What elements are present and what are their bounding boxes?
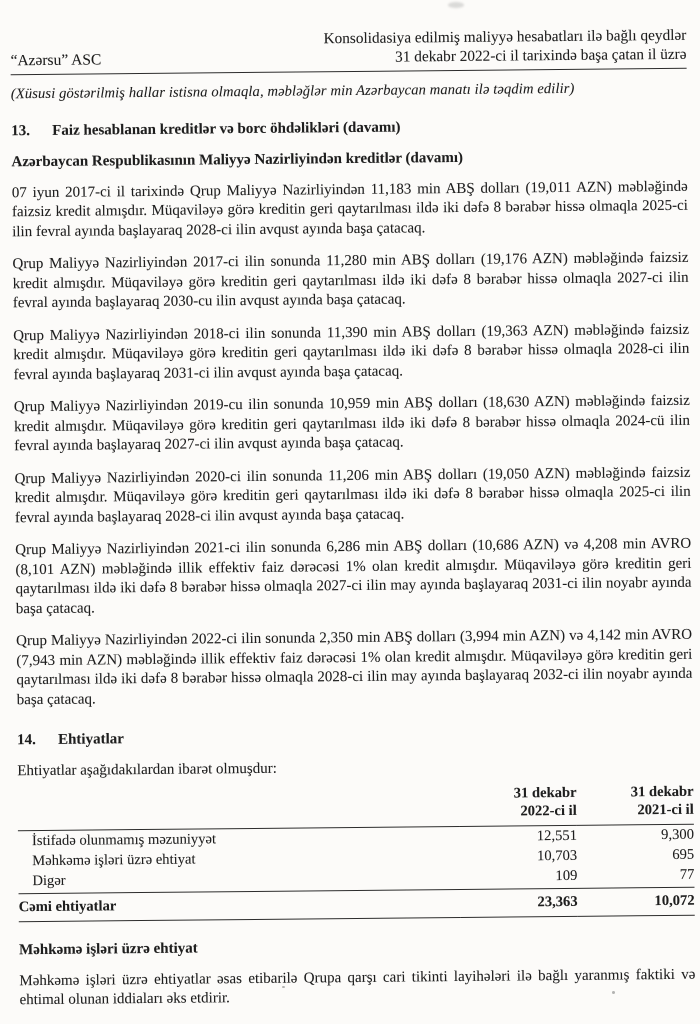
litigation-paragraph: Məhkəmə işləri üzrə ehtiyatlar əsas etibarilə Qrupa qarşı cari tikinti layihələri ilə bağlı yaranmış faktiki və ehtimal olunan iddiaları əks etdirir.	[19, 966, 696, 1009]
column-header-2021-line2: 2021-ci il	[637, 801, 694, 818]
section-13-title: Faiz hesablanan kreditlər və borc öhdəlikləri (davamı)	[52, 119, 401, 139]
total-value-2022: 23,363	[460, 888, 577, 917]
report-title-line2: 31 dekabr 2022-ci il tarixində başa çatan il üzrə	[395, 45, 687, 66]
report-title	[323, 27, 686, 68]
loan-paragraph-2018: Qrup Maliyyə Nazirliyindən 2018-ci ilin sonunda 11,390 min ABŞ dolları (19,363 AZN) məbləğində faizsiz kredit almışdır. Müqaviləyə görə kreditin geri qaytarılması ildə iki dəfə 8 bərabər hissə olmaqla 2028-ci ilin fevral ayında başlayaraq 2031-ci ilin avqust ayında başa çatacaq.	[13, 321, 690, 384]
row-value-2021: 695	[672, 846, 695, 863]
column-header-2022	[460, 785, 577, 826]
company-name: “Azərsu” ASC	[10, 51, 102, 70]
total-label: Cəmi ehtiyatlar	[19, 889, 461, 921]
row-value-2022: 10,703	[536, 847, 578, 864]
row-value-2021: 77	[577, 864, 694, 888]
provisions-table	[18, 784, 695, 922]
scan-smudge	[448, 2, 464, 8]
report-title-line1: Konsolidasiya edilmiş maliyyə hesabatları ilə bağlı qeydlər	[323, 26, 687, 48]
table-row-total	[19, 887, 695, 921]
row-value-2022: 12,551	[536, 827, 578, 844]
loan-paragraph-2022: Qrup Maliyyə Nazirliyindən 2022-ci ilin sonunda 2,350 min ABŞ dolları (3,994 min AZN) və 4,142 min AVRO (7,943 min AZN) məbləğində illik effektiv faiz dərəcəsi 1% olan kredit almışdır. Müqaviləyə görə kreditin geri qaytarılması ildə iki dəfə 8 bərabər hissə olmaqla 2028-ci ilin may ayında başlayaraq 2032-ci ilin noyabr ayında başa çatacaq.	[16, 627, 693, 709]
empty-header-cell	[18, 786, 460, 830]
row-label: İstifadə olunmamış məzuniyyət	[31, 830, 217, 849]
litigation-subheading: Məhkəmə işləri üzrə ehtiyat	[18, 940, 198, 959]
row-label: Digər	[18, 867, 460, 894]
column-header-2022-line1: 31 dekabr	[513, 784, 577, 802]
column-header-2021	[577, 784, 694, 825]
section-13-heading	[11, 117, 687, 140]
section-14-title: Ehtiyatlar	[57, 731, 124, 749]
section-14-number: 14.	[16, 732, 36, 749]
loan-paragraph-2021: Qrup Maliyyə Nazirliyindən 2021-ci ilin sonunda 6,286 min ABŞ dolları (10,686 AZN) və 4,208 min AVRO (8,101 AZN) məbləğində illik effektiv faiz dərəcəsi 1% olan kredit almışdır. Müqaviləyə görə kreditin geri qaytarılması ildə iki dəfə 8 bərabər hissə olmaqla 2027-ci ilin may ayında başlayaraq 2031-ci ilin noyabr ayında başa çatacaq.	[15, 536, 692, 618]
column-header-2021-line1: 31 dekabr	[630, 783, 694, 801]
total-value-2021: 10,072	[577, 887, 694, 916]
provisions-intro: Ehtiyatlar aşağıdakılardan ibarət olmuşdur:	[17, 761, 277, 780]
loan-paragraph-2017-june: 07 iyun 2017-ci il tarixində Qrup Maliyyə Nazirliyindən 11,183 min ABŞ dolları (19,011 AZN) məbləğində faizsiz kredit almışdır. Müqaviləyə görə kreditin geri qaytarılması ildə iki dəfə 8 bərabər hissə olmaqla 2025-ci ilin fevral ayında başlayaraq 2028-ci ilin avqust ayında başa çatacaq.	[11, 178, 689, 241]
section-13-subheading: Azərbaycan Respublikasının Maliyyə Nazirliyindən kreditlər (davamı)	[11, 149, 464, 171]
provisions-table-header-row	[18, 784, 694, 831]
column-header-2022-line2: 2022-ci il	[520, 802, 577, 820]
row-value-2022: 109	[460, 866, 577, 890]
section-13-number: 13.	[11, 122, 31, 140]
section-14-heading	[17, 726, 693, 749]
document-header	[10, 27, 686, 75]
row-value-2021: 9,300	[661, 826, 695, 843]
loan-paragraph-2019: Qrup Maliyyə Nazirliyindən 2019-cu ilin sonunda 10,959 min ABŞ dolları (18,630 AZN) məbləğində faizsiz kredit almışdır. Müqaviləyə görə kreditin geri qaytarılması ildə iki dəfə 8 bərabər hissə olmaqla 2024-cü ilin fevral ayında başlayaraq 2027-ci ilin avqust ayında başa çatacaq.	[13, 393, 691, 455]
measurement-note: (Xüsusi göstərilmiş hallar istisna olmaqla, məbləğlər min Azərbaycan manatı ilə təqdim edilir)	[10, 80, 575, 103]
loan-paragraph-2020: Qrup Maliyyə Nazirliyindən 2020-ci ilin sonunda 11,206 min ABŞ dolları (19,050 AZN) məbləğində faizsiz kredit almışdır. Müqaviləyə görə kreditin geri qaytarılması ildə iki dəfə 8 bərabər hissə olmaqla 2025-ci ilin fevral ayında başlayaraq 2028-ci ilin avqust ayında başa çatacaq.	[14, 464, 691, 527]
row-label: Məhkəmə işləri üzrə ehtiyat	[32, 851, 196, 869]
loan-paragraph-2017: Qrup Maliyyə Nazirliyindən 2017-ci ilin sonunda 11,280 min ABŞ dolları (19,176 AZN) məbləğində faizsiz kredit almışdır. Müqaviləyə görə kreditin geri qaytarılması ildə iki dəfə 8 bərabər hissə olmaqla 2027-ci ilin fevral ayında başlayaraq 2030-cu ilin avqust ayında başa çatacaq.	[12, 250, 689, 312]
